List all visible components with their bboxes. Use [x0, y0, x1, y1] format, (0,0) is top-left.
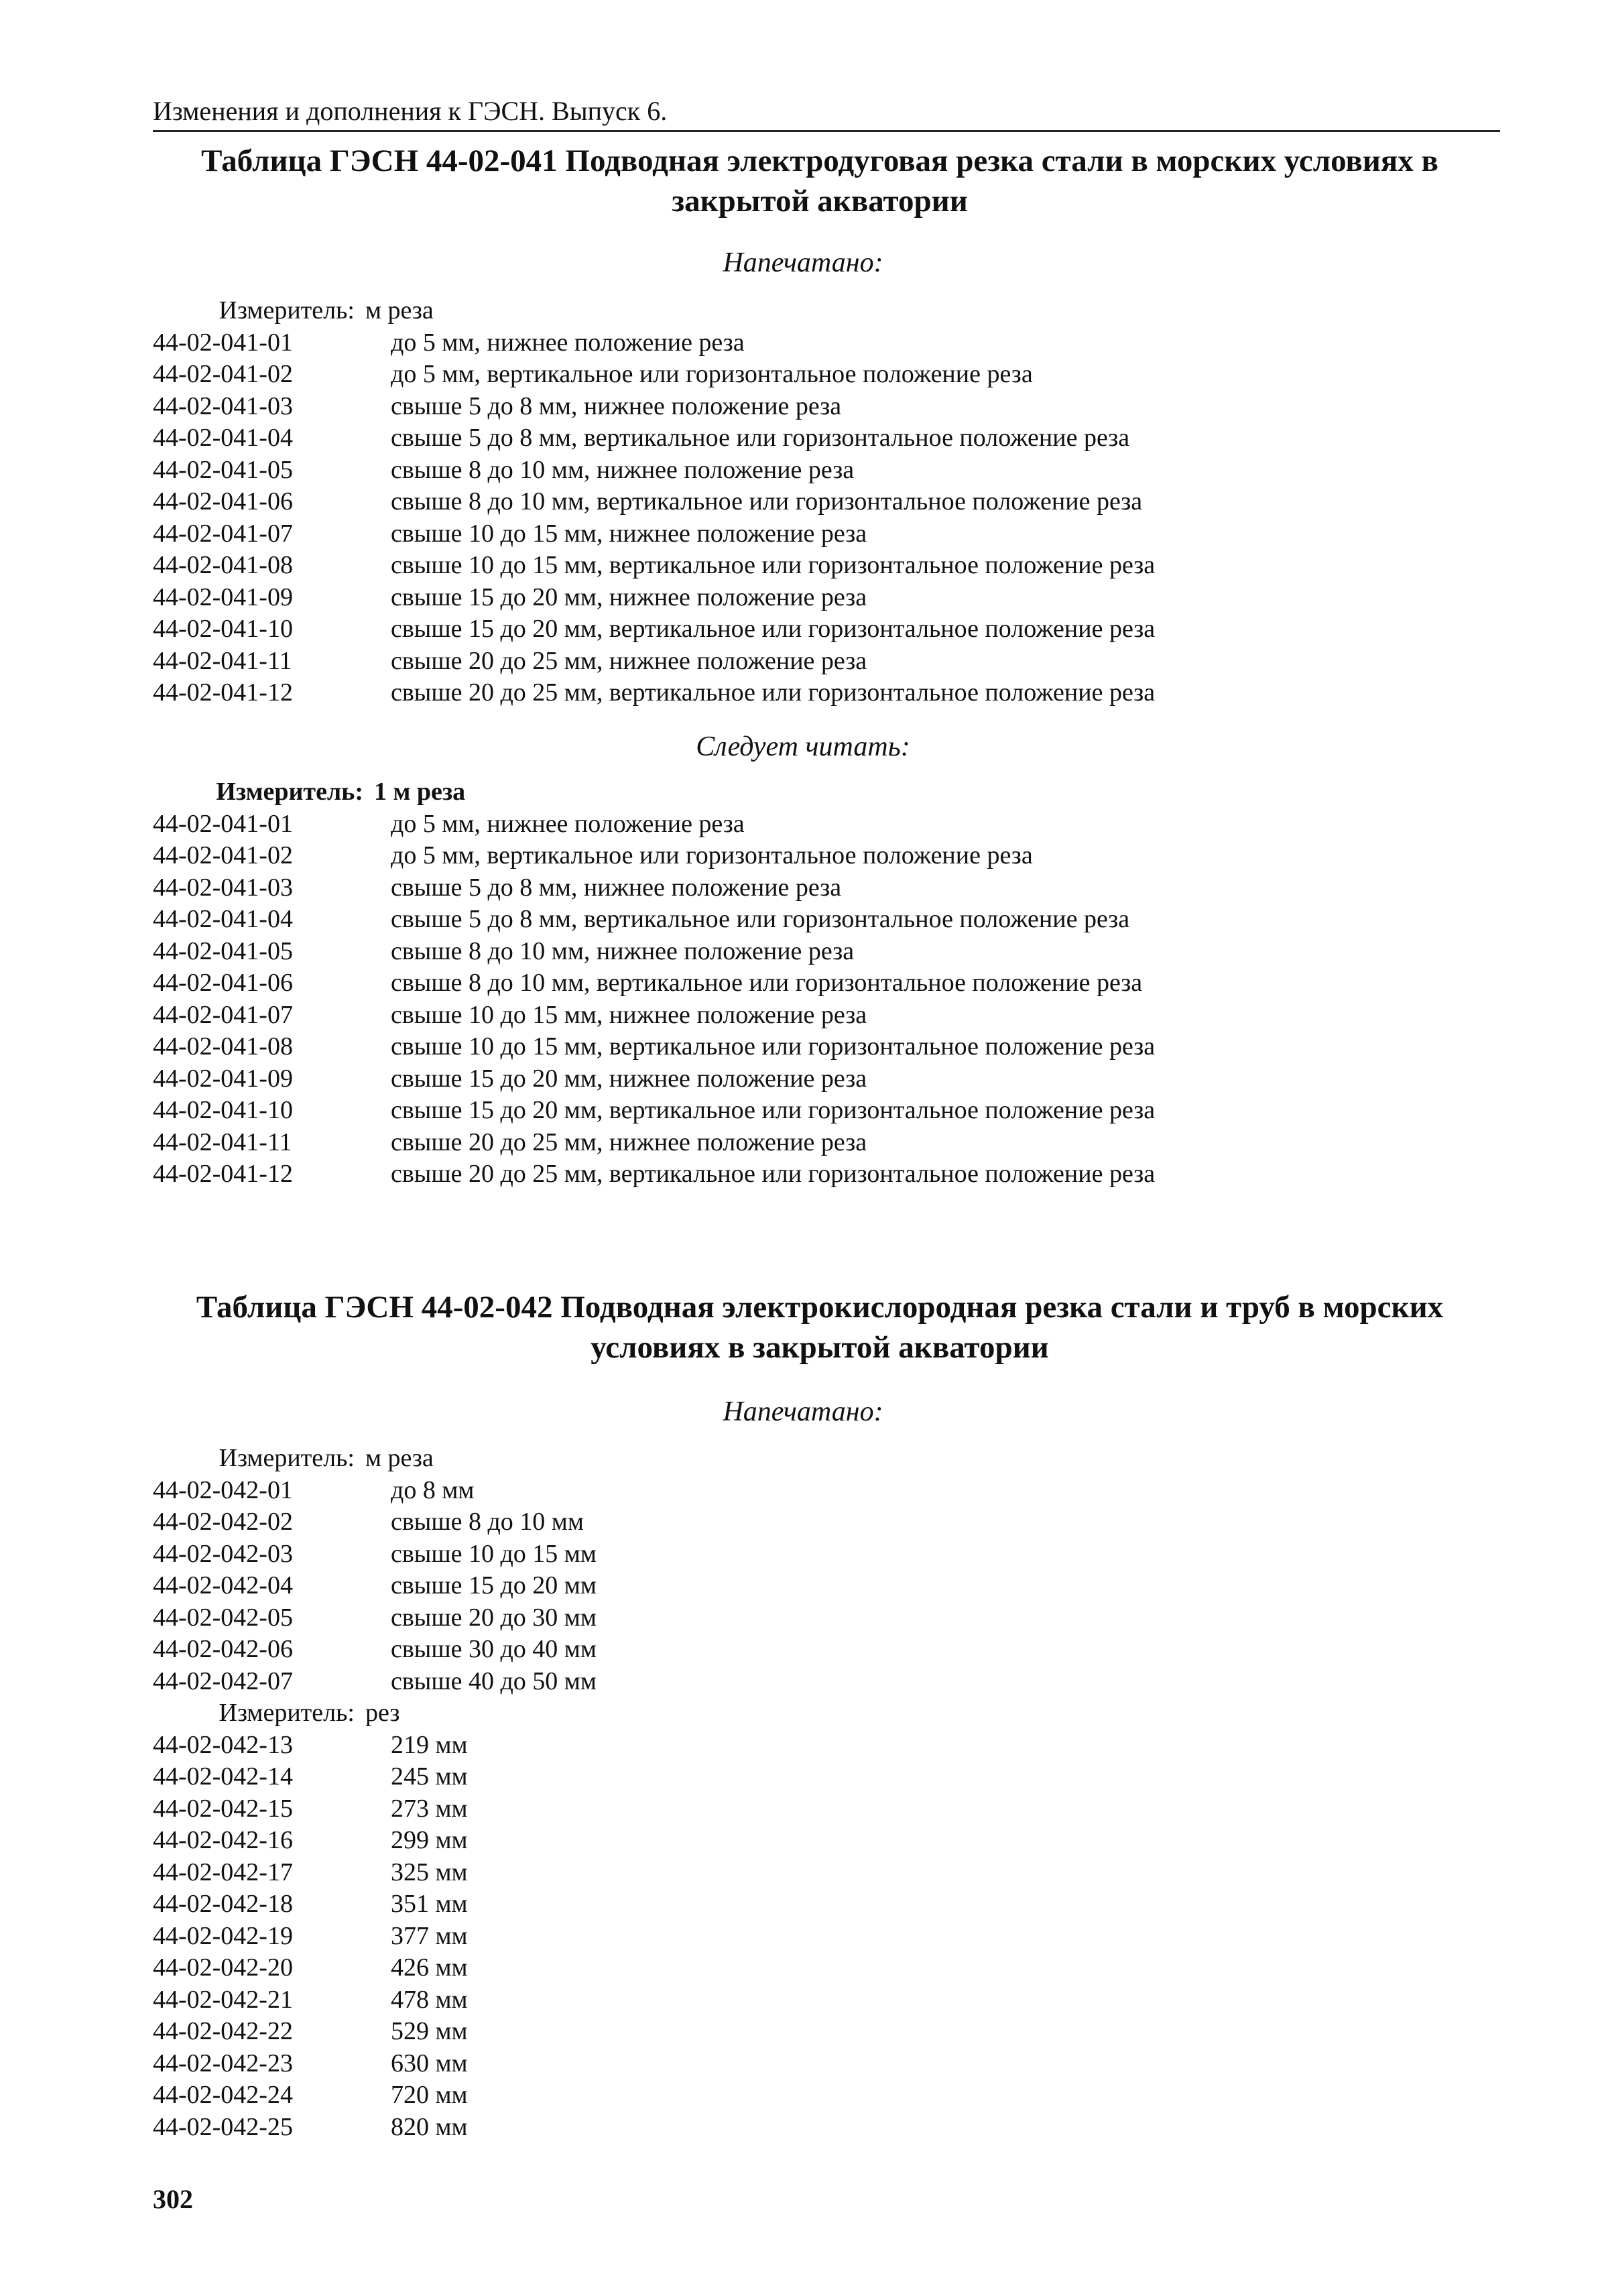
item-code: 44-02-042-24 — [153, 2081, 293, 2109]
unit-value: 1 м реза — [374, 778, 466, 806]
list-item — [153, 1063, 1493, 1095]
item-description: 820 мм — [391, 2112, 468, 2141]
item-description: свыше 10 до 15 мм — [391, 1539, 597, 1568]
item-description: свыше 5 до 8 мм, вертикальное или горизонтальное положение реза — [391, 424, 1130, 452]
item-description: свыше 10 до 15 мм, нижнее положение реза — [391, 519, 867, 548]
list-item — [153, 936, 1493, 968]
item-code: 44-02-041-05 — [153, 936, 293, 965]
printed-label: Напечатано: — [723, 247, 883, 278]
item-code: 44-02-042-25 — [153, 2112, 293, 2141]
item-description: 245 мм — [391, 1762, 468, 1791]
table-title-line-1: Таблица ГЭСН 44-02-042 Подводная электрокислородная резка стали и труб в морских — [196, 1290, 1444, 1325]
item-code: 44-02-041-01 — [153, 328, 293, 357]
item-code: 44-02-042-20 — [153, 1953, 293, 1982]
item-code: 44-02-041-11 — [153, 646, 292, 675]
list-item — [153, 2048, 1493, 2080]
item-code: 44-02-041-01 — [153, 809, 293, 838]
rows-container — [153, 808, 1493, 1191]
list-item — [153, 327, 1493, 359]
item-description: свыше 15 до 20 мм — [391, 1571, 597, 1599]
item-code: 44-02-042-16 — [153, 1826, 293, 1854]
rows-container — [153, 1475, 1493, 1698]
item-description: свыше 10 до 15 мм, вертикальное или горизонтальное положение реза — [391, 551, 1156, 579]
item-description: свыше 15 до 20 мм, нижнее положение реза — [391, 583, 867, 611]
item-description: свыше 15 до 20 мм, вертикальное или горизонтальное положение реза — [391, 615, 1156, 643]
item-code: 44-02-042-07 — [153, 1667, 293, 1695]
corrected-label: Следует читать: — [696, 731, 910, 762]
item-description: свыше 20 до 25 мм, нижнее положение реза — [391, 646, 867, 675]
item-code: 44-02-042-17 — [153, 1858, 293, 1886]
item-code: 44-02-041-11 — [153, 1128, 292, 1156]
item-description: 377 мм — [391, 1921, 468, 1950]
item-description: свыше 20 до 30 мм — [391, 1603, 597, 1632]
item-description: 273 мм — [391, 1794, 468, 1823]
item-code: 44-02-041-12 — [153, 678, 293, 707]
list-item — [153, 1570, 1493, 1602]
list-item — [153, 2016, 1493, 2048]
list-item — [153, 1475, 1493, 1507]
item-code: 44-02-041-04 — [153, 424, 293, 452]
list-item — [153, 1666, 1493, 1698]
item-code: 44-02-042-03 — [153, 1539, 293, 1568]
item-description: свыше 5 до 8 мм, вертикальное или горизонтальное положение реза — [391, 905, 1130, 933]
item-description: 351 мм — [391, 1890, 468, 1918]
table-title-line-2: закрытой акватории — [672, 184, 968, 219]
list-item — [153, 422, 1493, 455]
list-item — [153, 455, 1493, 487]
item-code: 44-02-041-07 — [153, 519, 293, 548]
item-description: свыше 15 до 20 мм, вертикальное или горизонтальное положение реза — [391, 1096, 1156, 1124]
item-description: свыше 8 до 10 мм, нижнее положение реза — [391, 936, 855, 965]
list-item — [153, 391, 1493, 423]
unit-value: м реза — [365, 296, 434, 324]
list-item — [153, 359, 1493, 391]
item-description: свыше 30 до 40 мм — [391, 1635, 597, 1663]
list-item — [153, 1158, 1493, 1191]
list-item — [153, 1000, 1493, 1032]
item-code: 44-02-041-03 — [153, 873, 293, 902]
item-code: 44-02-041-09 — [153, 1064, 293, 1093]
item-description: свыше 40 до 50 мм — [391, 1667, 597, 1695]
item-description: свыше 8 до 10 мм, вертикальное или горизонтальное положение реза — [391, 487, 1143, 516]
list-item — [153, 582, 1493, 614]
item-description: 720 мм — [391, 2081, 468, 2109]
item-description: до 5 мм, нижнее положение реза — [391, 809, 745, 838]
item-code: 44-02-041-02 — [153, 841, 293, 869]
page-number: 302 — [153, 2184, 193, 2214]
item-description: 299 мм — [391, 1826, 468, 1854]
item-description: до 8 мм — [391, 1475, 475, 1504]
list-item — [153, 904, 1493, 936]
item-description: свыше 8 до 10 мм, вертикальное или горизонтальное положение реза — [391, 969, 1143, 997]
item-description: до 5 мм, нижнее положение реза — [391, 328, 745, 357]
item-code: 44-02-042-18 — [153, 1890, 293, 1918]
item-code: 44-02-041-05 — [153, 455, 293, 484]
item-code: 44-02-042-21 — [153, 1985, 293, 2014]
unit-value: рез — [365, 1699, 400, 1727]
unit-label: Измеритель: — [219, 296, 355, 324]
list-item — [153, 1921, 1493, 1953]
item-code: 44-02-042-14 — [153, 1762, 293, 1791]
unit-row — [153, 1697, 1493, 1730]
rows-container — [153, 1730, 1493, 2144]
item-description: 630 мм — [391, 2049, 468, 2077]
unit-value: м реза — [365, 1444, 434, 1472]
item-description: свыше 15 до 20 мм, нижнее положение реза — [391, 1064, 867, 1093]
item-description: до 5 мм, вертикальное или горизонтальное положение реза — [391, 360, 1033, 388]
list-item — [153, 1888, 1493, 1921]
item-code: 44-02-042-04 — [153, 1571, 293, 1599]
item-code: 44-02-041-09 — [153, 583, 293, 611]
item-code: 44-02-041-10 — [153, 615, 293, 643]
printed-list-041 — [153, 295, 1493, 709]
item-code: 44-02-041-06 — [153, 487, 293, 516]
item-description: свыше 20 до 25 мм, вертикальное или горизонтальное положение реза — [391, 1160, 1156, 1188]
list-item — [153, 1793, 1493, 1825]
unit-label: Измеритель: — [219, 1699, 355, 1727]
unit-row — [153, 1443, 1493, 1475]
item-description: свыше 8 до 10 мм, нижнее положение реза — [391, 455, 855, 484]
list-item — [153, 1857, 1493, 1889]
item-description: свыше 5 до 8 мм, нижнее положение реза — [391, 391, 842, 420]
table-title-042 — [153, 1287, 1487, 1368]
item-code: 44-02-042-02 — [153, 1508, 293, 1536]
list-item — [153, 1506, 1493, 1538]
item-description: до 5 мм, вертикальное или горизонтальное положение реза — [391, 841, 1033, 869]
table-title-line-2: условиях в закрытой акватории — [591, 1330, 1049, 1365]
item-code: 44-02-041-03 — [153, 391, 293, 420]
item-description: 325 мм — [391, 1858, 468, 1886]
item-code: 44-02-041-08 — [153, 551, 293, 579]
item-code: 44-02-042-05 — [153, 1603, 293, 1632]
rows-container — [153, 327, 1493, 709]
item-code: 44-02-041-08 — [153, 1032, 293, 1061]
unit-row — [153, 776, 1493, 808]
list-item — [153, 808, 1493, 841]
item-description: свыше 10 до 15 мм, нижнее положение реза — [391, 1000, 867, 1029]
item-code: 44-02-042-13 — [153, 1730, 293, 1759]
list-item — [153, 840, 1493, 872]
unit-row — [153, 295, 1493, 327]
list-item — [153, 1761, 1493, 1793]
item-description: 426 мм — [391, 1953, 468, 1982]
list-item — [153, 1984, 1493, 2016]
item-description: свыше 5 до 8 мм, нижнее положение реза — [391, 873, 842, 902]
item-code: 44-02-042-01 — [153, 1475, 293, 1504]
item-code: 44-02-041-07 — [153, 1000, 293, 1029]
list-item — [153, 550, 1493, 582]
item-code: 44-02-042-19 — [153, 1921, 293, 1950]
list-item — [153, 486, 1493, 518]
item-code: 44-02-042-15 — [153, 1794, 293, 1823]
printed-list-042 — [153, 1443, 1493, 2143]
list-item — [153, 646, 1493, 678]
item-code: 44-02-041-12 — [153, 1160, 293, 1188]
item-description: 478 мм — [391, 1985, 468, 2014]
list-item — [153, 613, 1493, 646]
list-item — [153, 1825, 1493, 1857]
item-code: 44-02-041-06 — [153, 969, 293, 997]
list-item — [153, 1952, 1493, 1984]
item-description: свыше 20 до 25 мм, вертикальное или горизонтальное положение реза — [391, 678, 1156, 707]
item-description: 529 мм — [391, 2017, 468, 2045]
list-item — [153, 1127, 1493, 1159]
table-title-041 — [153, 141, 1487, 221]
list-item — [153, 1634, 1493, 1666]
corrected-list-041 — [153, 776, 1493, 1191]
table-title-line-1: Таблица ГЭСН 44-02-041 Подводная электродуговая резка стали в морских условиях в — [201, 143, 1438, 178]
unit-label: Измеритель: — [216, 778, 363, 806]
list-item — [153, 1730, 1493, 1762]
list-item — [153, 872, 1493, 904]
item-code: 44-02-041-02 — [153, 360, 293, 388]
printed-label: Напечатано: — [723, 1396, 883, 1427]
item-description: свыше 10 до 15 мм, вертикальное или горизонтальное положение реза — [391, 1032, 1156, 1061]
page-header: Изменения и дополнения к ГЭСН. Выпуск 6. — [153, 94, 1500, 132]
list-item — [153, 967, 1493, 1000]
list-item — [153, 1602, 1493, 1634]
list-item — [153, 677, 1493, 709]
item-code: 44-02-041-10 — [153, 1096, 293, 1124]
list-item — [153, 2112, 1493, 2144]
item-description: свыше 8 до 10 мм — [391, 1508, 584, 1536]
item-code: 44-02-042-23 — [153, 2049, 293, 2077]
item-code: 44-02-041-04 — [153, 905, 293, 933]
list-item — [153, 518, 1493, 550]
item-code: 44-02-042-22 — [153, 2017, 293, 2045]
list-item — [153, 1538, 1493, 1571]
list-item — [153, 1031, 1493, 1063]
item-description: свыше 20 до 25 мм, нижнее положение реза — [391, 1128, 867, 1156]
list-item — [153, 1095, 1493, 1127]
unit-label: Измеритель: — [219, 1444, 355, 1472]
item-code: 44-02-042-06 — [153, 1635, 293, 1663]
list-item — [153, 2079, 1493, 2112]
item-description: 219 мм — [391, 1730, 468, 1759]
